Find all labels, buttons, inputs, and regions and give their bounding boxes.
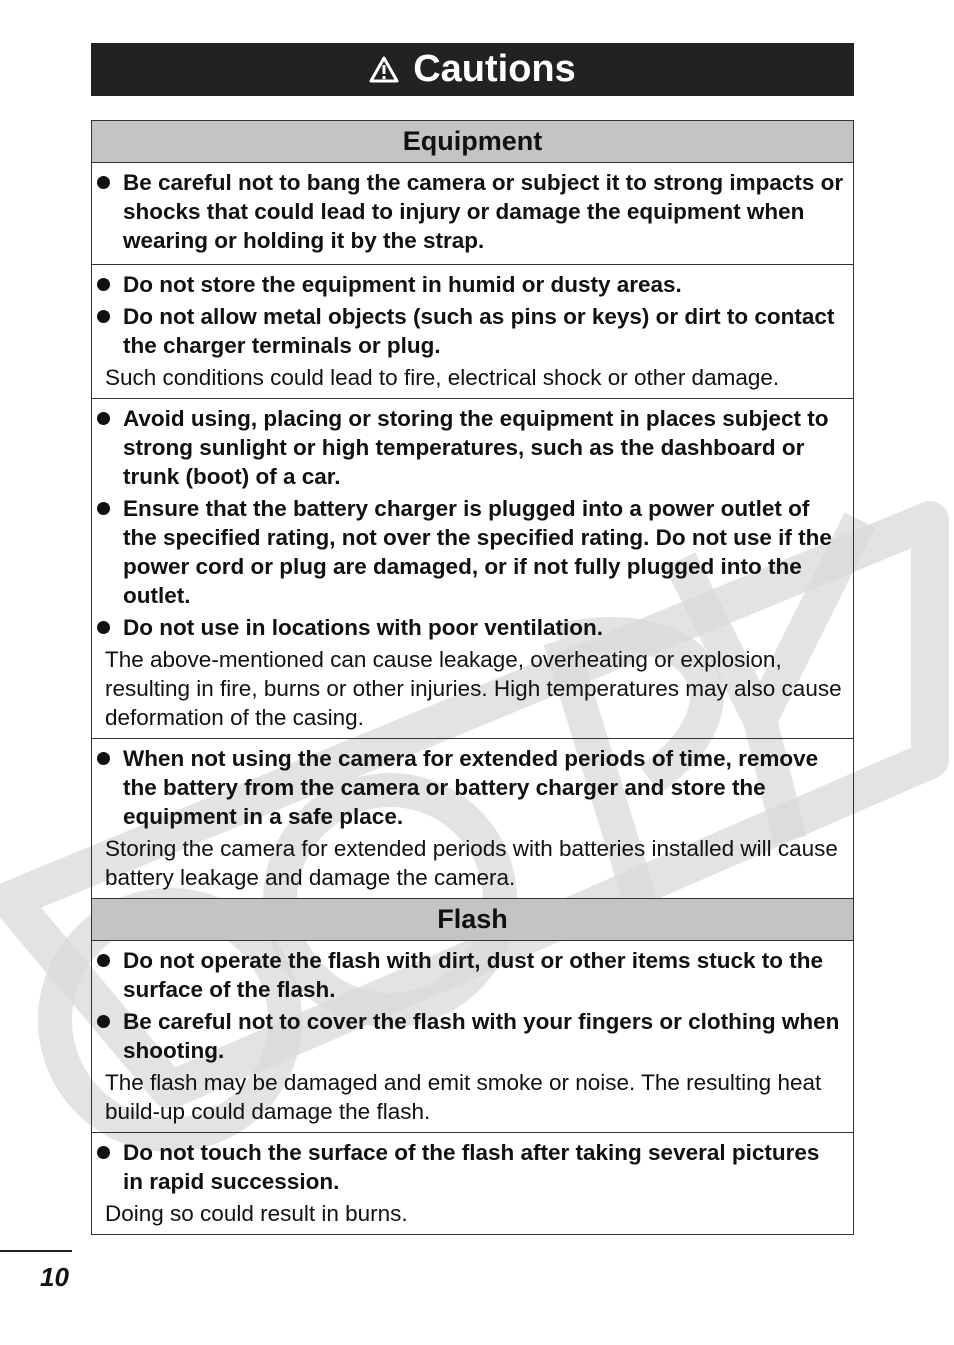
- caution-text: Do not operate the flash with dirt, dust or other items stuck to the surface of the flash.: [123, 948, 824, 1002]
- caution-text: Be careful not to bang the camera or subject it to strong impacts or shocks that could lead to injury or damage the equipment when wearing or holding it by the strap.: [123, 170, 844, 253]
- bullet-icon: [97, 1146, 110, 1159]
- equipment-group-4: [92, 739, 853, 899]
- caution-item: [97, 1007, 845, 1065]
- flash-group-1: [92, 941, 853, 1133]
- page-number: 10: [40, 1262, 69, 1292]
- bullet-icon: [97, 954, 110, 967]
- equipment-group-1: [92, 163, 853, 265]
- caution-item: [97, 494, 845, 610]
- equipment-heading: Equipment: [92, 121, 853, 163]
- caution-item: [97, 946, 845, 1004]
- flash-heading: Flash: [92, 899, 853, 941]
- bullet-icon: [97, 752, 110, 765]
- caution-note: Doing so could result in burns.: [105, 1201, 408, 1226]
- bullet-icon: [97, 1015, 110, 1028]
- bullet-icon: [97, 278, 110, 291]
- bullet-icon: [97, 310, 110, 323]
- caution-text: Do not use in locations with poor ventilation.: [123, 615, 604, 640]
- caution-item: [97, 302, 845, 360]
- caution-text: Be careful not to cover the flash with your fingers or clothing when shooting.: [123, 1009, 840, 1063]
- cautions-title-bar: [91, 43, 854, 96]
- bullet-icon: [97, 176, 110, 189]
- caution-text: Avoid using, placing or storing the equipment in places subject to strong sunlight or high temperatures, such as the dashboard or trunk (boot) of a car.: [123, 406, 829, 489]
- caution-item: [97, 1138, 845, 1196]
- bullet-icon: [97, 412, 110, 425]
- caution-note: Such conditions could lead to fire, electrical shock or other damage.: [105, 365, 780, 390]
- equipment-group-2: [92, 265, 853, 399]
- caution-item: [97, 168, 845, 255]
- flash-group-2: [92, 1133, 853, 1234]
- caution-note: The flash may be damaged and emit smoke or noise. The resulting heat build-up could damage the flash.: [105, 1070, 822, 1124]
- caution-text: Do not allow metal objects (such as pins or keys) or dirt to contact the charger terminals or plug.: [123, 304, 835, 358]
- equipment-group-3: [92, 399, 853, 739]
- warning-icon: [369, 56, 399, 83]
- caution-note: The above-mentioned can cause leakage, overheating or explosion, resulting in fire, burns or other injuries. High temperatures may also cause deformation of the casing.: [105, 647, 842, 730]
- caution-text: When not using the camera for extended periods of time, remove the battery from the camera or battery charger and store the equipment in a safe place.: [123, 746, 819, 829]
- caution-item: [97, 744, 845, 831]
- cautions-table: [91, 120, 854, 1235]
- bullet-icon: [97, 502, 110, 515]
- caution-note: Storing the camera for extended periods with batteries installed will cause battery leakage and damage the camera.: [105, 836, 838, 890]
- caution-text: Do not touch the surface of the flash after taking several pictures in rapid succession.: [123, 1140, 820, 1194]
- caution-item: [97, 613, 845, 642]
- page-title: Cautions: [413, 48, 576, 90]
- caution-text: Do not store the equipment in humid or dusty areas.: [123, 272, 682, 297]
- page-number-rule: [0, 1250, 72, 1252]
- bullet-icon: [97, 621, 110, 634]
- caution-item: [97, 404, 845, 491]
- caution-text: Ensure that the battery charger is plugged into a power outlet of the specified rating, not over the specified rating. Do not use if the power cord or plug are damaged, or if not fully plugged into the outlet.: [123, 496, 832, 608]
- caution-item: [97, 270, 845, 299]
